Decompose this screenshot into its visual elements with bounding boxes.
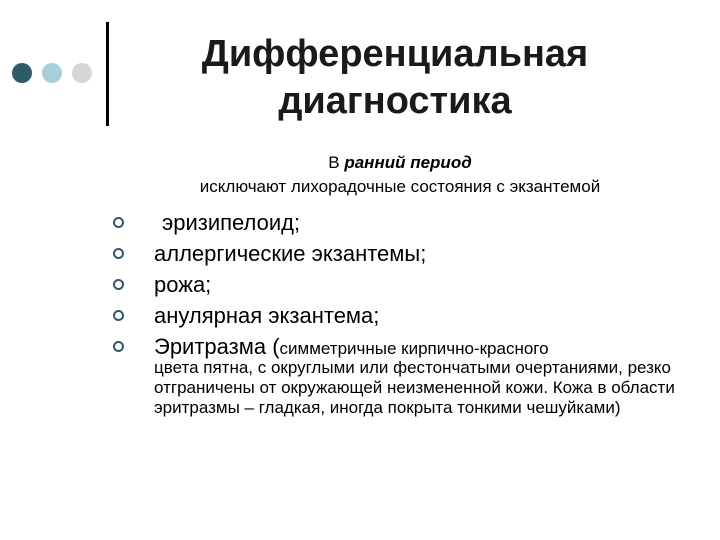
subtitle-prefix: В (328, 153, 345, 172)
title-divider (106, 22, 109, 126)
list-item (113, 300, 693, 331)
list-item-label: аллергические экзантемы; (154, 241, 427, 266)
slide-title: Дифференциальная диагностика (201, 33, 589, 122)
list-item (113, 238, 693, 269)
dot-gray-icon (72, 63, 92, 83)
ring-bullet-icon (113, 341, 124, 352)
bullet-list (113, 207, 693, 418)
list-item (113, 331, 693, 418)
decorative-dots (12, 63, 102, 85)
list-item (113, 269, 693, 300)
list-item-detail: симметричные кирпично-красного (279, 339, 549, 358)
ring-bullet-icon (113, 248, 124, 259)
slide-subtitle (110, 151, 690, 199)
list-item-label: эризипелоид; (162, 210, 301, 235)
subtitle-emphasis: ранний период (344, 153, 472, 172)
list-item-label: анулярная экзантема; (154, 303, 380, 328)
list-item-detail-continued: цвета пятна, с округлыми или фестончатыми очертаниями, резко отграничены от окружающей неизмененной кожи. Кожа в области эритразмы – гладкая, иногда покрыта тонкими чешуйками) (154, 358, 675, 417)
list-item-label: рожа; (154, 272, 212, 297)
list-item-label: Эритразма ( (154, 334, 280, 359)
ring-bullet-icon (113, 310, 124, 321)
ring-bullet-icon (113, 279, 124, 290)
list-item (113, 207, 693, 238)
dot-light-icon (42, 63, 62, 83)
subtitle-line2: исключают лихорадочные состояния с экзантемой (199, 177, 601, 196)
dot-dark-icon (12, 63, 32, 83)
ring-bullet-icon (113, 217, 124, 228)
